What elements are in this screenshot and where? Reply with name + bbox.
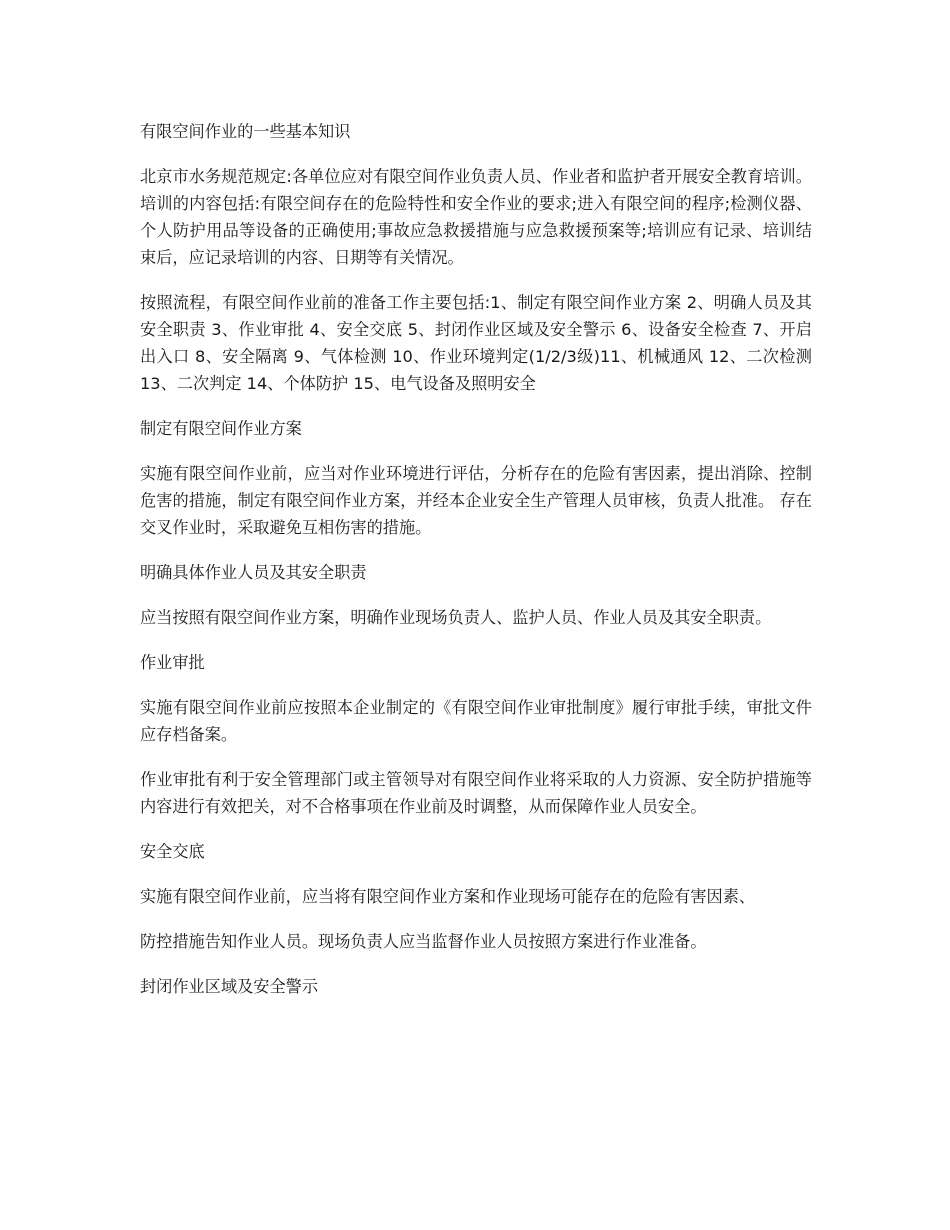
doc-title: 有限空间作业的一些基本知识 [140, 122, 351, 141]
paragraph-approval: 实施有限空间作业前应按照本企业制定的《有限空间作业审批制度》履行审批手续，审批文件应存档备案。 [140, 698, 812, 744]
paragraph-workflow: 按照流程，有限空间作业前的准备工作主要包括:1、制定有限空间作业方案 2、明确人员及其安全职责 3、作业审批 4、安全交底 5、封闭作业区域及安全警示 6、设备安全检查 7、开启出入口 8、安全隔离 9、气体检测 10、作业环境判定(1/2/3级)11、机械通风 12、二次检测 13、二次判定 14、个体防护 15、电气设备及照明安全 [140, 293, 812, 393]
paragraph-training: 北京市水务规范规定:各单位应对有限空间作业负责人员、作业者和监护者开展安全教育培训。培训的内容包括:有限空间存在的危险特性和安全作业的要求;进入有限空间的程序;检测仪器、个人防护用品等设备的正确使用;事故应急救援措施与应急救援预案等;培训应有记录、培训结束后，应记录培训的内容、日期等有关情况。 [140, 167, 812, 267]
paragraph-briefing-1: 实施有限空间作业前，应当将有限空间作业方案和作业现场可能存在的危险有害因素、 [140, 887, 756, 906]
heading-approval: 作业审批 [140, 653, 205, 672]
document-page [140, 118, 812, 1018]
heading-plan: 制定有限空间作业方案 [140, 419, 302, 438]
paragraph-approval-benefit: 作业审批有利于安全管理部门或主管领导对有限空间作业将采取的人力资源、安全防护措施等内容进行有效把关，对不合格事项在作业前及时调整，从而保障作业人员安全。 [140, 770, 812, 816]
paragraph-personnel: 应当按照有限空间作业方案，明确作业现场负责人、监护人员、作业人员及其安全职责。 [140, 608, 772, 627]
paragraph-plan: 实施有限空间作业前，应当对作业环境进行评估，分析存在的危险有害因素，提出消除、控制危害的措施，制定有限空间作业方案，并经本企业安全生产管理人员审核，负责人批准。 存在交叉作业时，采取避免互相伤害的措施。 [140, 464, 812, 537]
heading-closure: 封闭作业区域及安全警示 [140, 977, 319, 996]
heading-personnel: 明确具体作业人员及其安全职责 [140, 563, 367, 582]
paragraph-briefing-2: 防控措施告知作业人员。现场负责人应当监督作业人员按照方案进行作业准备。 [140, 932, 707, 951]
heading-briefing: 安全交底 [140, 842, 205, 861]
